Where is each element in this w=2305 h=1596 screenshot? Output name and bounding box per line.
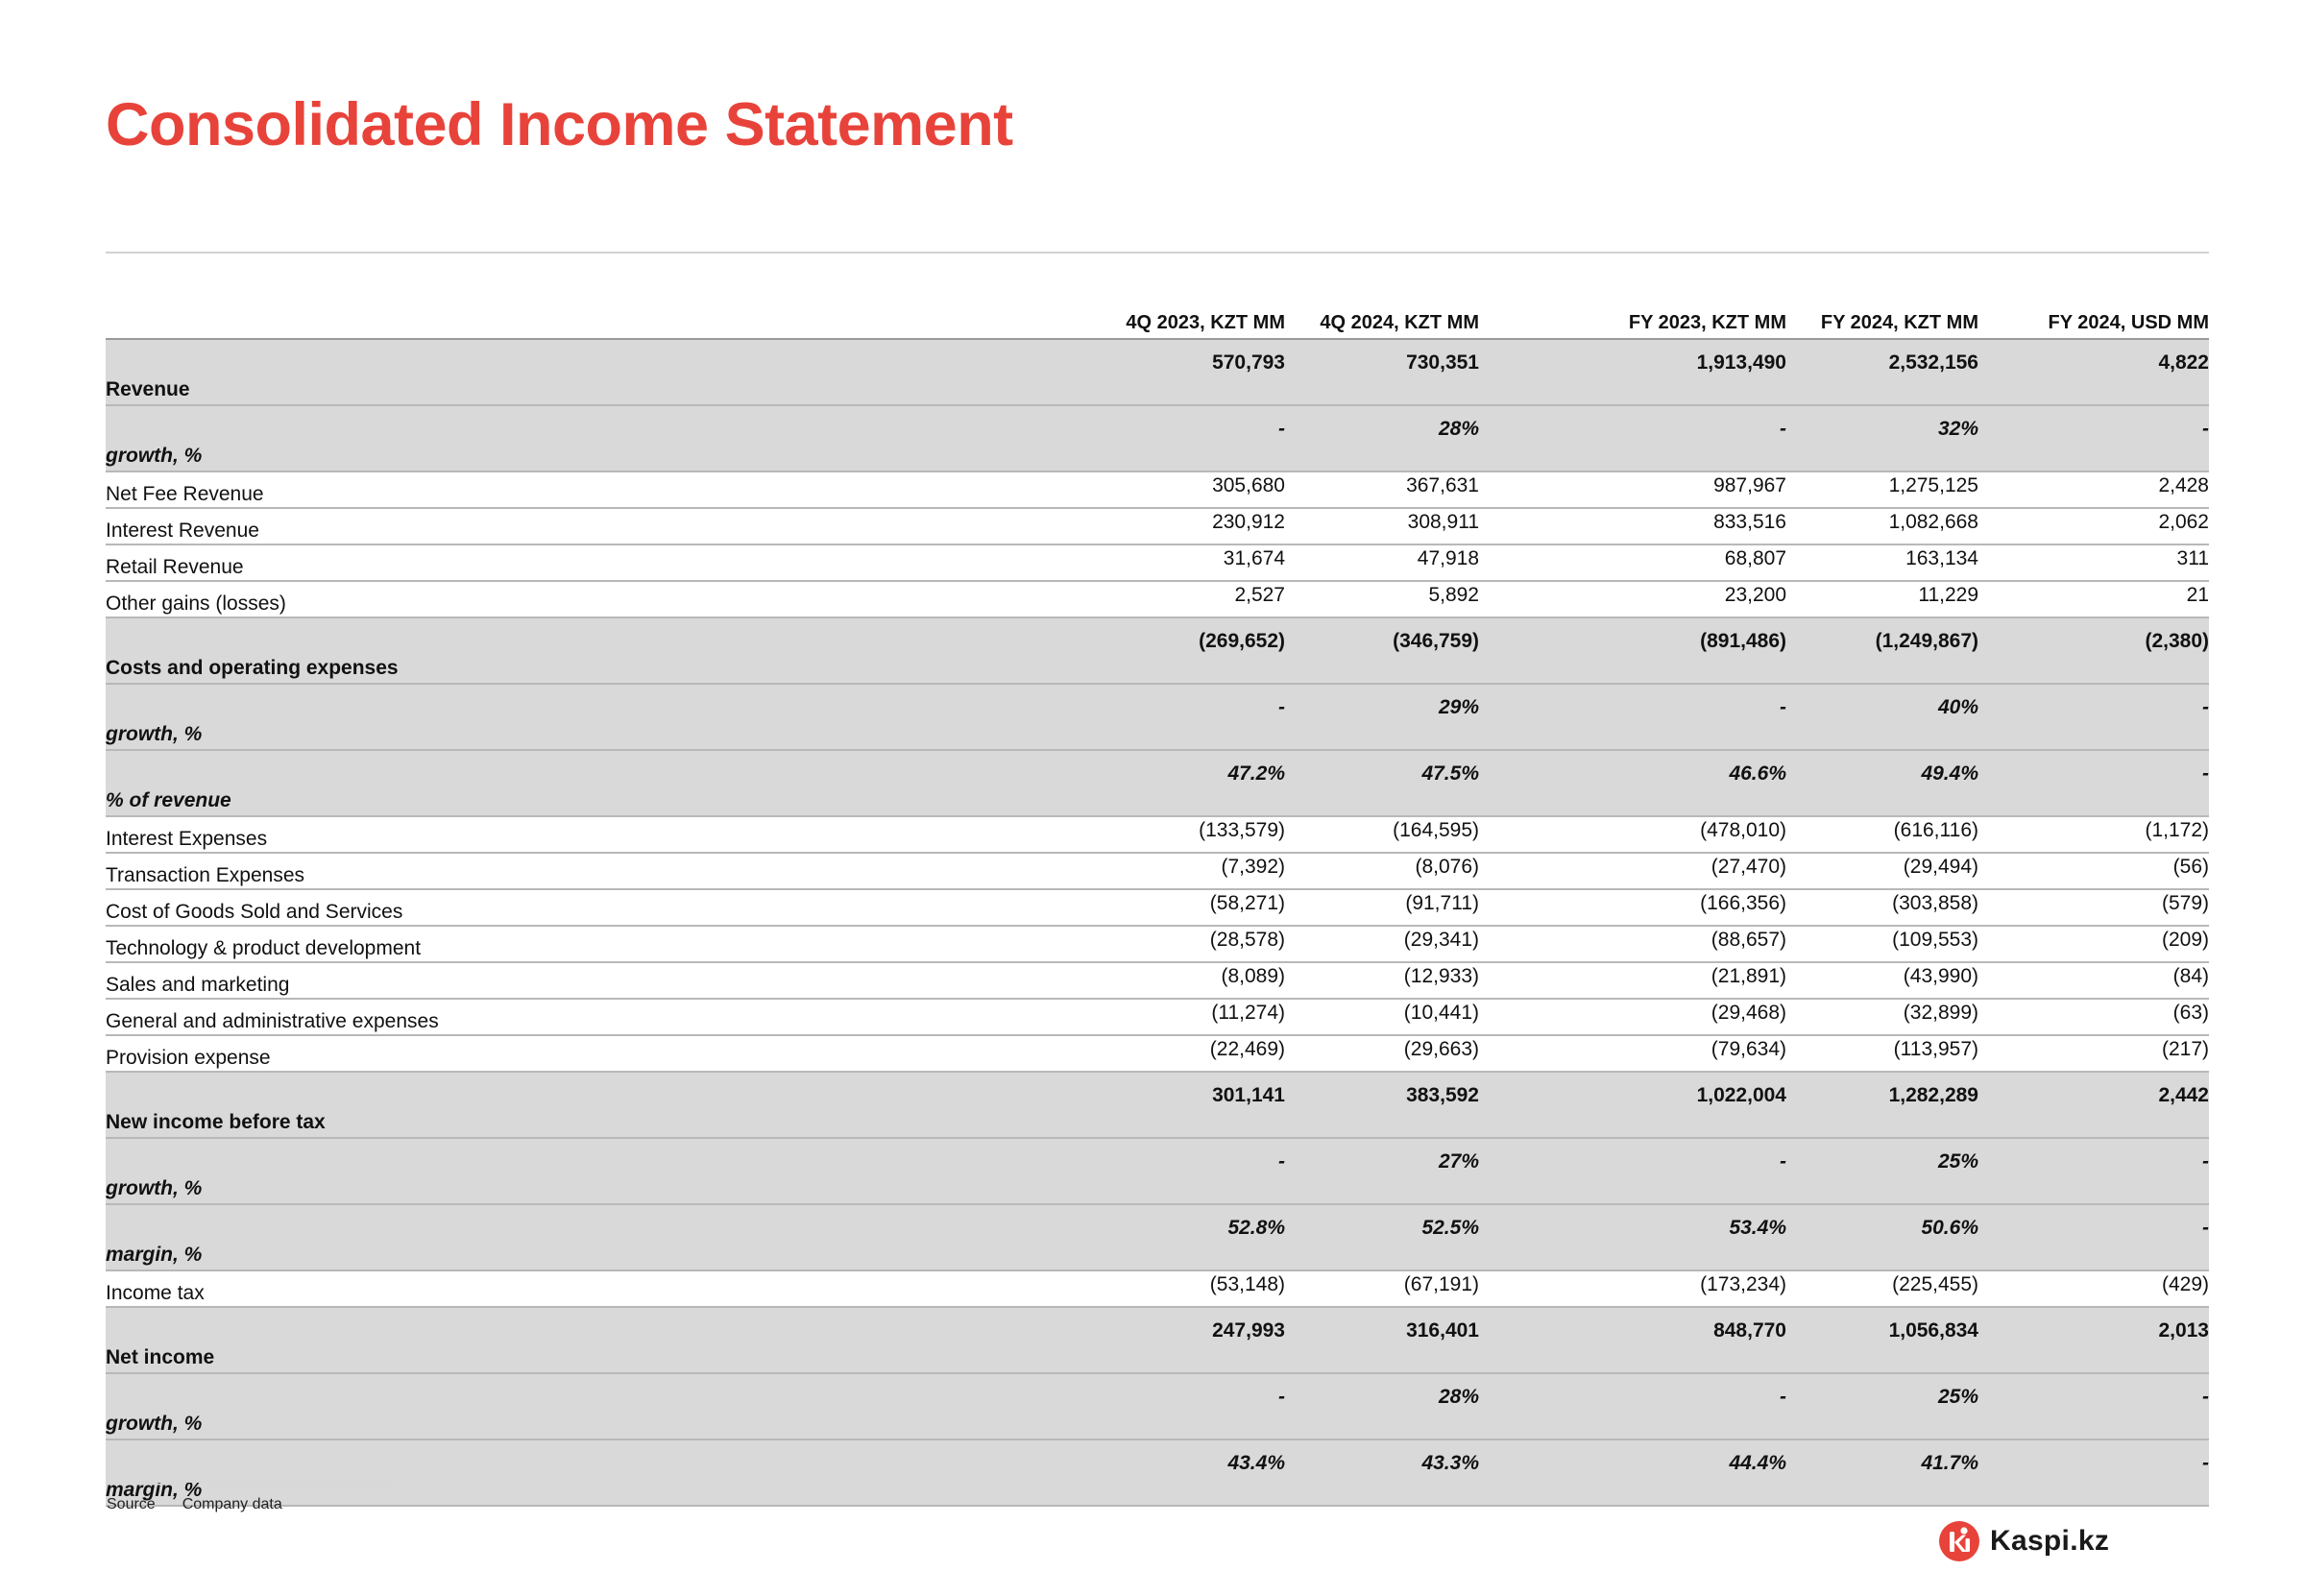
table-cell: 5,892 — [1285, 581, 1479, 617]
table-cell: (11,274) — [1008, 999, 1285, 1035]
table-cell: (29,663) — [1285, 1035, 1479, 1072]
row-label: New income before tax — [106, 1072, 1008, 1138]
table-cell: - — [1008, 684, 1285, 750]
table-cell: 4,822 — [1978, 339, 2209, 405]
table-cell: 29% — [1285, 684, 1479, 750]
row-label: % of revenue — [106, 750, 1008, 816]
table-cell: 230,912 — [1008, 508, 1285, 544]
column-header: FY 2024, USD MM — [1978, 305, 2209, 339]
table-cell: 31,674 — [1008, 544, 1285, 581]
table-row — [106, 339, 2209, 405]
table-row — [106, 581, 2209, 617]
table-cell: 1,275,125 — [1786, 472, 1978, 508]
table-cell: (10,441) — [1285, 999, 1479, 1035]
column-header: FY 2023, KZT MM — [1479, 305, 1786, 339]
table-cell: 28% — [1285, 405, 1479, 472]
table-cell: (27,470) — [1479, 853, 1786, 889]
column-header: FY 2024, KZT MM — [1786, 305, 1978, 339]
column-header-label — [106, 305, 1008, 339]
table-body — [106, 339, 2209, 1506]
table-cell: 848,770 — [1479, 1307, 1786, 1373]
table-cell: (29,341) — [1285, 926, 1479, 962]
table-row — [106, 962, 2209, 999]
table-cell: 730,351 — [1285, 339, 1479, 405]
table-cell: 43.3% — [1285, 1439, 1479, 1506]
table-cell: (429) — [1978, 1270, 2209, 1307]
table-cell: - — [1479, 684, 1786, 750]
row-label: Interest Expenses — [106, 816, 1008, 853]
table-cell: 1,022,004 — [1479, 1072, 1786, 1138]
table-cell: 25% — [1786, 1373, 1978, 1439]
table-cell: (53,148) — [1008, 1270, 1285, 1307]
table-cell: 2,428 — [1978, 472, 2209, 508]
row-label: Other gains (losses) — [106, 581, 1008, 617]
table-cell: - — [1978, 1204, 2209, 1270]
row-label: Technology & product development — [106, 926, 1008, 962]
table-row — [106, 617, 2209, 684]
table-cell: (225,455) — [1786, 1270, 1978, 1307]
table-cell: (63) — [1978, 999, 2209, 1035]
table-cell: 47,918 — [1285, 544, 1479, 581]
row-label: growth, % — [106, 405, 1008, 472]
table-cell: (113,957) — [1786, 1035, 1978, 1072]
table-row — [106, 1439, 2209, 1506]
table-cell: 32% — [1786, 405, 1978, 472]
brand-name: Kaspi.kz — [1990, 1525, 2110, 1557]
table-cell: - — [1978, 1439, 2209, 1506]
table-cell: - — [1008, 405, 1285, 472]
kaspi-logo-icon — [1938, 1520, 1980, 1562]
table-cell: 1,282,289 — [1786, 1072, 1978, 1138]
table-row — [106, 1307, 2209, 1373]
table-header-row — [106, 305, 2209, 339]
table-row — [106, 889, 2209, 926]
column-header: 4Q 2023, KZT MM — [1008, 305, 1285, 339]
table-cell: (1,172) — [1978, 816, 2209, 853]
row-label: Provision expense — [106, 1035, 1008, 1072]
row-label: growth, % — [106, 1373, 1008, 1439]
table-cell: 833,516 — [1479, 508, 1786, 544]
row-label: margin, % — [106, 1439, 1008, 1506]
title-divider — [106, 252, 2209, 254]
table-cell: 2,442 — [1978, 1072, 2209, 1138]
table-cell: 987,967 — [1479, 472, 1786, 508]
table-cell: 367,631 — [1285, 472, 1479, 508]
table-cell: - — [1479, 405, 1786, 472]
table-cell: - — [1978, 1138, 2209, 1204]
table-cell: 383,592 — [1285, 1072, 1479, 1138]
table-cell: (209) — [1978, 926, 2209, 962]
table-cell: 28% — [1285, 1373, 1479, 1439]
table-cell: 2,532,156 — [1786, 339, 1978, 405]
table-cell: (2,380) — [1978, 617, 2209, 684]
row-label: margin, % — [106, 1204, 1008, 1270]
table-cell: 2,527 — [1008, 581, 1285, 617]
table-row — [106, 508, 2209, 544]
table-row — [106, 750, 2209, 816]
table-cell: (109,553) — [1786, 926, 1978, 962]
table-row — [106, 1072, 2209, 1138]
table-cell: - — [1008, 1138, 1285, 1204]
table-cell: 2,013 — [1978, 1307, 2209, 1373]
table-cell: (28,578) — [1008, 926, 1285, 962]
table-cell: 1,913,490 — [1479, 339, 1786, 405]
table-cell: 27% — [1285, 1138, 1479, 1204]
table-cell: (88,657) — [1479, 926, 1786, 962]
table-cell: 23,200 — [1479, 581, 1786, 617]
table-cell: (8,089) — [1008, 962, 1285, 999]
source-label: Source — [107, 1496, 156, 1512]
table-cell: 25% — [1786, 1138, 1978, 1204]
row-label: Interest Revenue — [106, 508, 1008, 544]
table-cell: (29,468) — [1479, 999, 1786, 1035]
table-row — [106, 816, 2209, 853]
row-label: growth, % — [106, 1138, 1008, 1204]
table-cell: 1,082,668 — [1786, 508, 1978, 544]
row-label: General and administrative expenses — [106, 999, 1008, 1035]
table-cell: 570,793 — [1008, 339, 1285, 405]
table-cell: 47.2% — [1008, 750, 1285, 816]
table-cell: (84) — [1978, 962, 2209, 999]
row-label: Revenue — [106, 339, 1008, 405]
table-cell: 50.6% — [1786, 1204, 1978, 1270]
table-cell: 11,229 — [1786, 581, 1978, 617]
table-cell: 21 — [1978, 581, 2209, 617]
table-cell: (56) — [1978, 853, 2209, 889]
row-label: Cost of Goods Sold and Services — [106, 889, 1008, 926]
table-cell: 68,807 — [1479, 544, 1786, 581]
table-row — [106, 405, 2209, 472]
page-title: Consolidated Income Statement — [106, 91, 1013, 158]
table-cell: (32,899) — [1786, 999, 1978, 1035]
table-row — [106, 926, 2209, 962]
table-cell: - — [1978, 405, 2209, 472]
table-row — [106, 1270, 2209, 1307]
table-cell: 316,401 — [1285, 1307, 1479, 1373]
table-cell: (8,076) — [1285, 853, 1479, 889]
table-cell: - — [1479, 1373, 1786, 1439]
table-cell: (1,249,867) — [1786, 617, 1978, 684]
table-cell: (58,271) — [1008, 889, 1285, 926]
table-cell: (164,595) — [1285, 816, 1479, 853]
table-cell: (67,191) — [1285, 1270, 1479, 1307]
table-cell: 44.4% — [1479, 1439, 1786, 1506]
table-cell: (29,494) — [1786, 853, 1978, 889]
table-cell: (478,010) — [1479, 816, 1786, 853]
table-row — [106, 999, 2209, 1035]
table-cell: (346,759) — [1285, 617, 1479, 684]
table-cell: 52.5% — [1285, 1204, 1479, 1270]
table-row — [106, 544, 2209, 581]
income-statement-table — [106, 305, 2209, 1507]
table-cell: - — [1978, 1373, 2209, 1439]
table-row — [106, 472, 2209, 508]
row-label: Net Fee Revenue — [106, 472, 1008, 508]
table-cell: 52.8% — [1008, 1204, 1285, 1270]
table-cell: 301,141 — [1008, 1072, 1285, 1138]
row-label: Income tax — [106, 1270, 1008, 1307]
table-cell: 311 — [1978, 544, 2209, 581]
table-cell: (79,634) — [1479, 1035, 1786, 1072]
table-cell: - — [1978, 684, 2209, 750]
table-cell: 46.6% — [1479, 750, 1786, 816]
source-divider — [106, 1481, 392, 1483]
row-label: Costs and operating expenses — [106, 617, 1008, 684]
table-cell: (21,891) — [1479, 962, 1786, 999]
table-cell: 47.5% — [1285, 750, 1479, 816]
row-label: Net income — [106, 1307, 1008, 1373]
table-row — [106, 684, 2209, 750]
table-cell: 247,993 — [1008, 1307, 1285, 1373]
table-cell: - — [1978, 750, 2209, 816]
table-cell: (12,933) — [1285, 962, 1479, 999]
brand-logo — [1938, 1520, 2109, 1562]
table-row — [106, 853, 2209, 889]
table-cell: (269,652) — [1008, 617, 1285, 684]
table-cell: 305,680 — [1008, 472, 1285, 508]
table-cell: (22,469) — [1008, 1035, 1285, 1072]
table-cell: - — [1479, 1138, 1786, 1204]
table-cell: 43.4% — [1008, 1439, 1285, 1506]
row-label: growth, % — [106, 684, 1008, 750]
table-cell: 163,134 — [1786, 544, 1978, 581]
table-cell: 308,911 — [1285, 508, 1479, 544]
row-label: Sales and marketing — [106, 962, 1008, 999]
table-row — [106, 1204, 2209, 1270]
table-cell: (303,858) — [1786, 889, 1978, 926]
column-header: 4Q 2024, KZT MM — [1285, 305, 1479, 339]
table-cell: 53.4% — [1479, 1204, 1786, 1270]
source-text: Company data — [182, 1496, 282, 1512]
table-cell: (133,579) — [1008, 816, 1285, 853]
row-label: Retail Revenue — [106, 544, 1008, 581]
table-cell: 49.4% — [1786, 750, 1978, 816]
table-cell: (166,356) — [1479, 889, 1786, 926]
table-cell: (891,486) — [1479, 617, 1786, 684]
table-cell: (217) — [1978, 1035, 2209, 1072]
table-cell: (173,234) — [1479, 1270, 1786, 1307]
table-row — [106, 1035, 2209, 1072]
table-cell: 1,056,834 — [1786, 1307, 1978, 1373]
table-cell: (7,392) — [1008, 853, 1285, 889]
table-row — [106, 1373, 2209, 1439]
table-cell: (616,116) — [1786, 816, 1978, 853]
table-row — [106, 1138, 2209, 1204]
row-label: Transaction Expenses — [106, 853, 1008, 889]
table-cell: (91,711) — [1285, 889, 1479, 926]
source-note — [107, 1496, 282, 1513]
table-cell: (579) — [1978, 889, 2209, 926]
table-cell: 2,062 — [1978, 508, 2209, 544]
table-cell: 41.7% — [1786, 1439, 1978, 1506]
table-cell: (43,990) — [1786, 962, 1978, 999]
table-cell: - — [1008, 1373, 1285, 1439]
table-cell: 40% — [1786, 684, 1978, 750]
